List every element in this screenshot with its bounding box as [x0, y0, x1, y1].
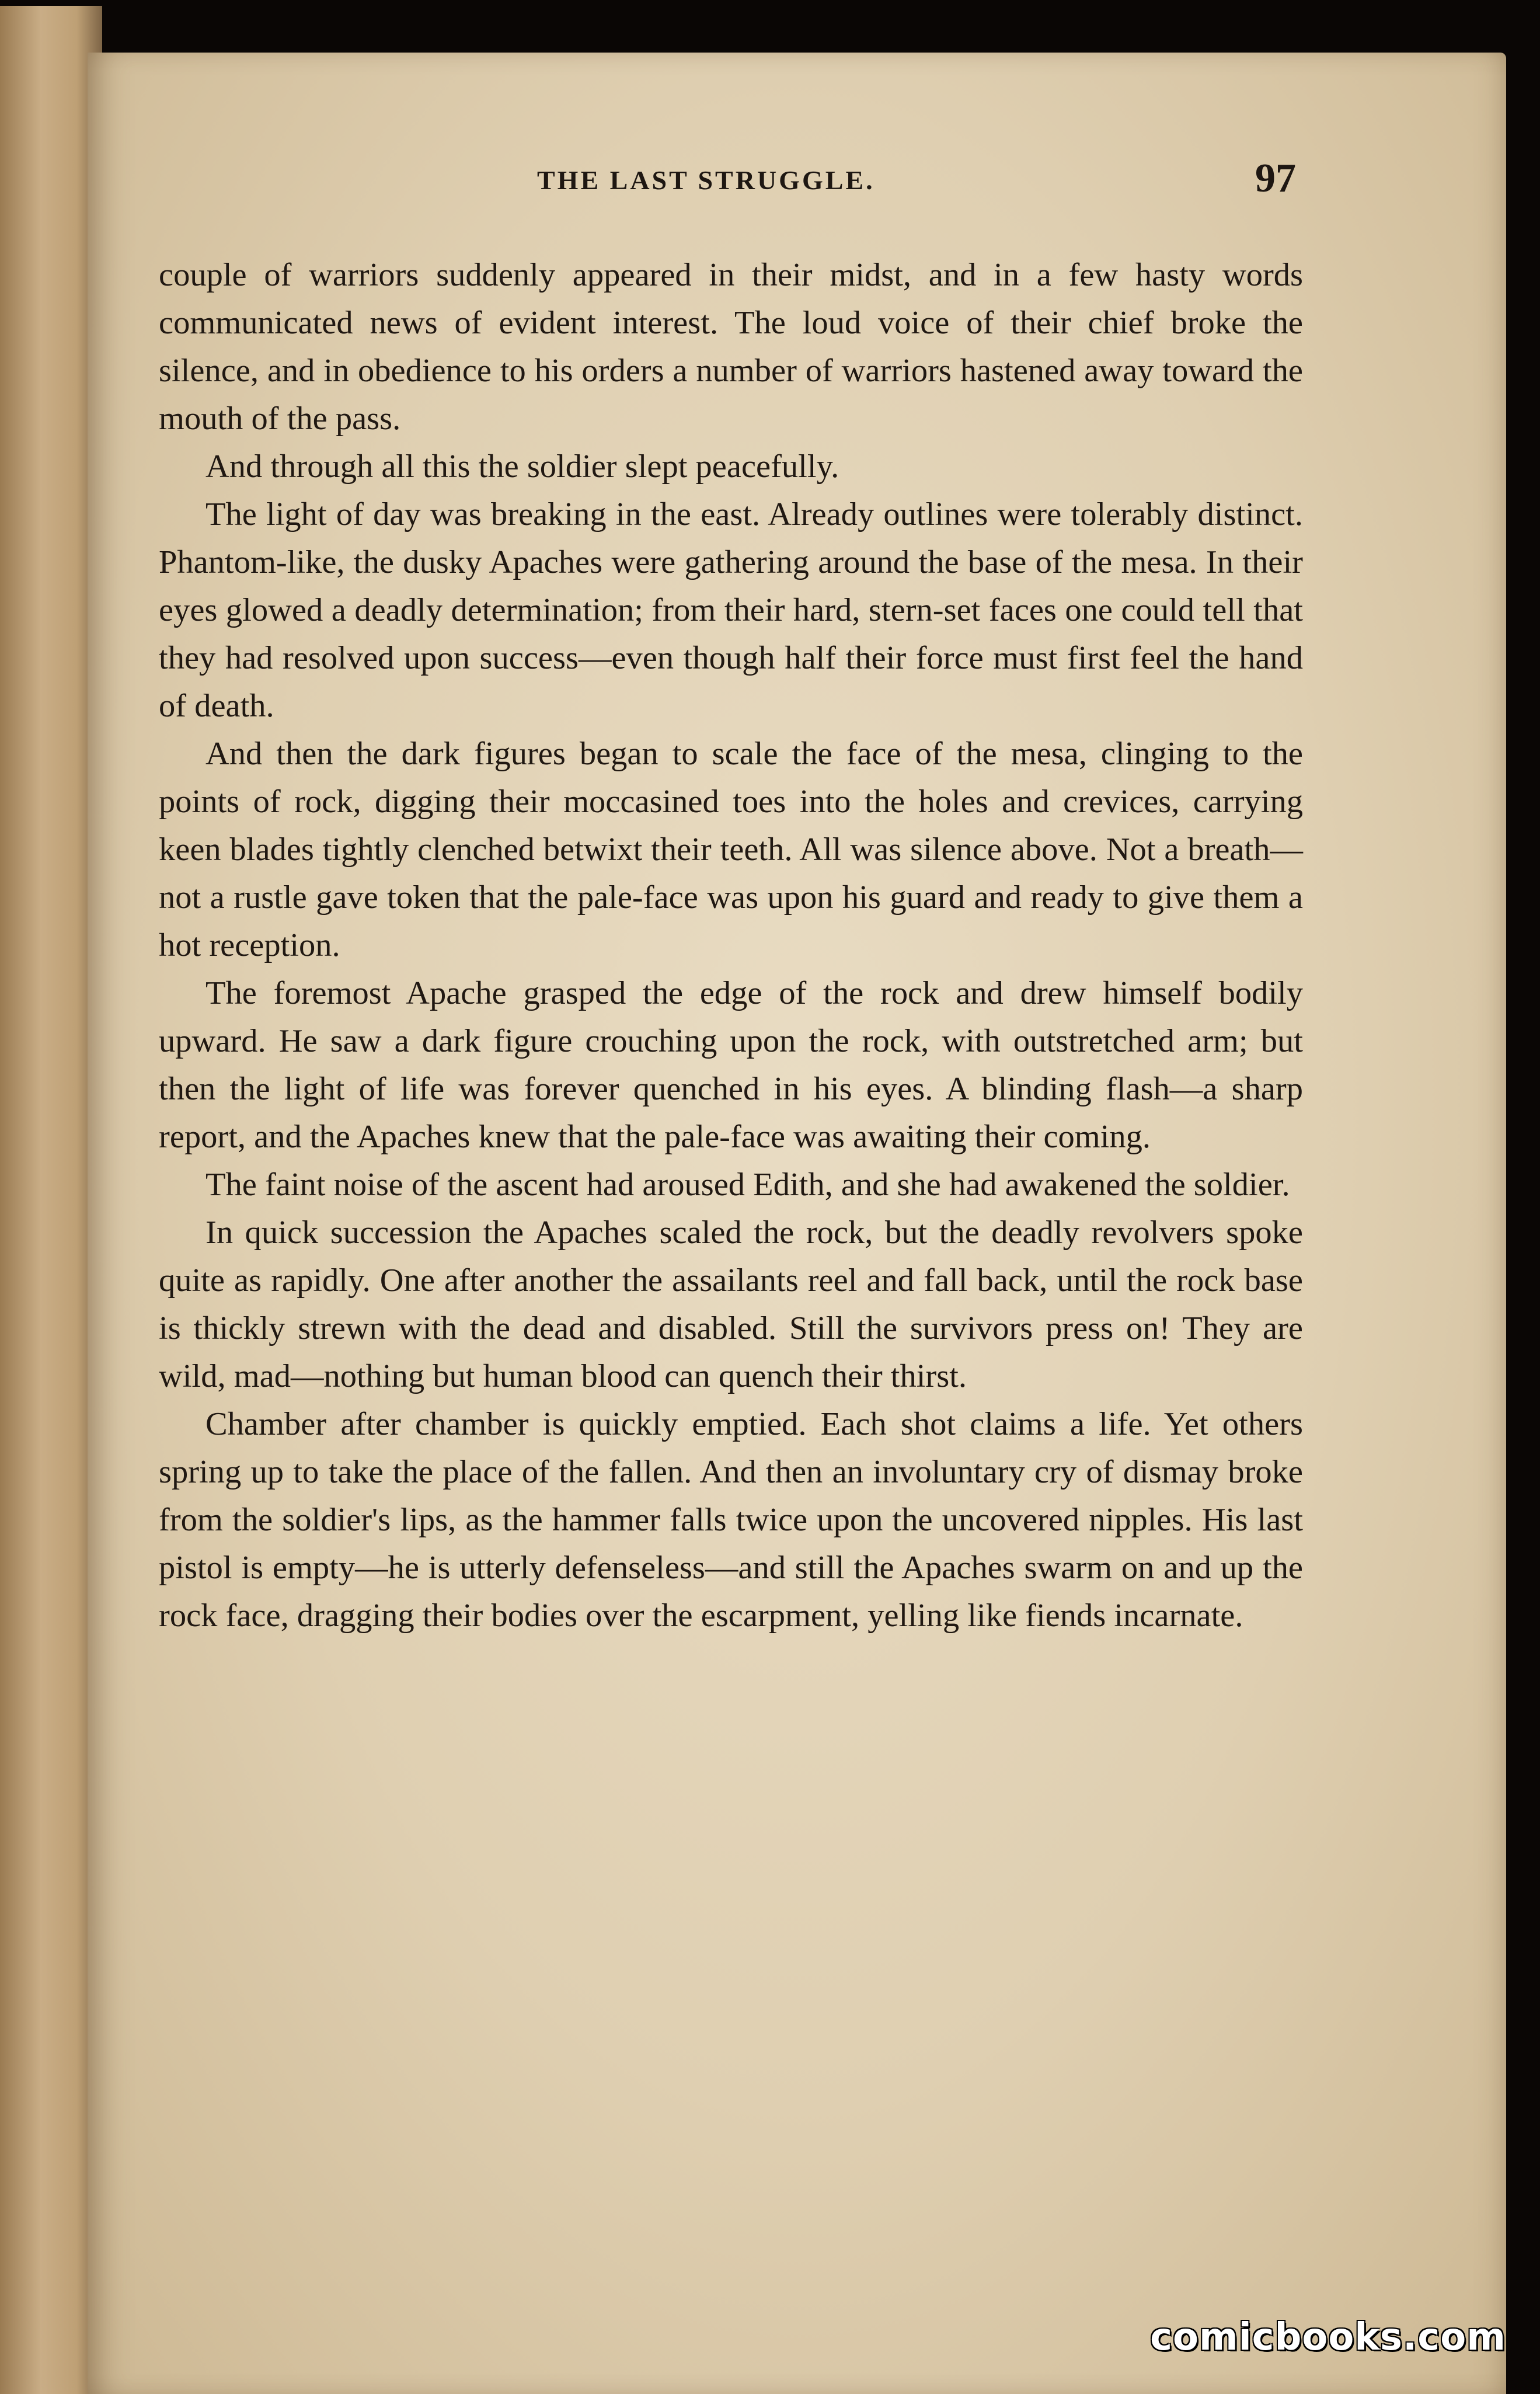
paragraph: couple of warriors suddenly appeared in their midst, and in a few hasty words communicated news of evident interest. The loud voice of their chief broke the silence, and in obedience to his orders a number of warriors hastened away toward the mouth of the pass. — [159, 257, 1303, 437]
watermark: comicbooks.com — [1150, 2316, 1506, 2359]
previous-page-edge — [0, 6, 102, 2394]
body-text — [159, 251, 1303, 1640]
paragraph: The light of day was breaking in the east. Already outlines were tolerably distinct. Phantom-like, the dusky Apaches were gathering around the base of the mesa. In their eyes glowed a deadly determination; from their hard, stern-set faces one could tell that they had resolved upon success—even though half their force must first feel the hand of death. — [159, 496, 1303, 724]
paragraph: And then the dark figures began to scale the face of the mesa, clinging to the points of rock, digging their moccasined toes into the holes and crevices, carrying keen blades tightly clenched betwixt their teeth. All was silence above. Not a breath—not a rustle gave token that the pale-face was upon his guard and ready to give them a hot reception. — [159, 736, 1303, 963]
page-number: 97 — [1255, 156, 1296, 201]
paragraph: In quick succession the Apaches scaled the rock, but the deadly revolvers spoke quite as rapidly. One after another the assailants reel and fall back, until the rock base is thickly strewn with the dead and disabled. Still the survivors press on! They are wild, mad—nothing but human blood can quench their thirst. — [159, 1215, 1303, 1394]
running-title: THE LAST STRUGGLE. — [537, 165, 875, 195]
page-header — [444, 156, 1296, 211]
paragraph: The faint noise of the ascent had aroused Edith, and she had awakened the soldier. — [205, 1167, 1290, 1203]
paragraph: And through all this the soldier slept peacefully. — [205, 448, 839, 485]
paragraph: The foremost Apache grasped the edge of the rock and drew himself bodily upward. He saw a dark figure crouching upon the rock, with outstretched arm; but then the light of life was forever quenched in his eyes. A blinding flash—a sharp report, and the Apaches knew that the pale-face was awaiting their coming. — [159, 975, 1303, 1155]
paragraph: Chamber after chamber is quickly emptied. Each shot claims a life. Yet others spring up to take the place of the fallen. And then an involuntary cry of dismay broke from the soldier's lips, as the hammer falls twice upon the uncovered nipples. His last pistol is empty—he is utterly defenseless—and still the Apaches swarm on and up the rock face, dragging their bodies over the escarpment, yelling like fiends incarnate. — [159, 1406, 1303, 1634]
